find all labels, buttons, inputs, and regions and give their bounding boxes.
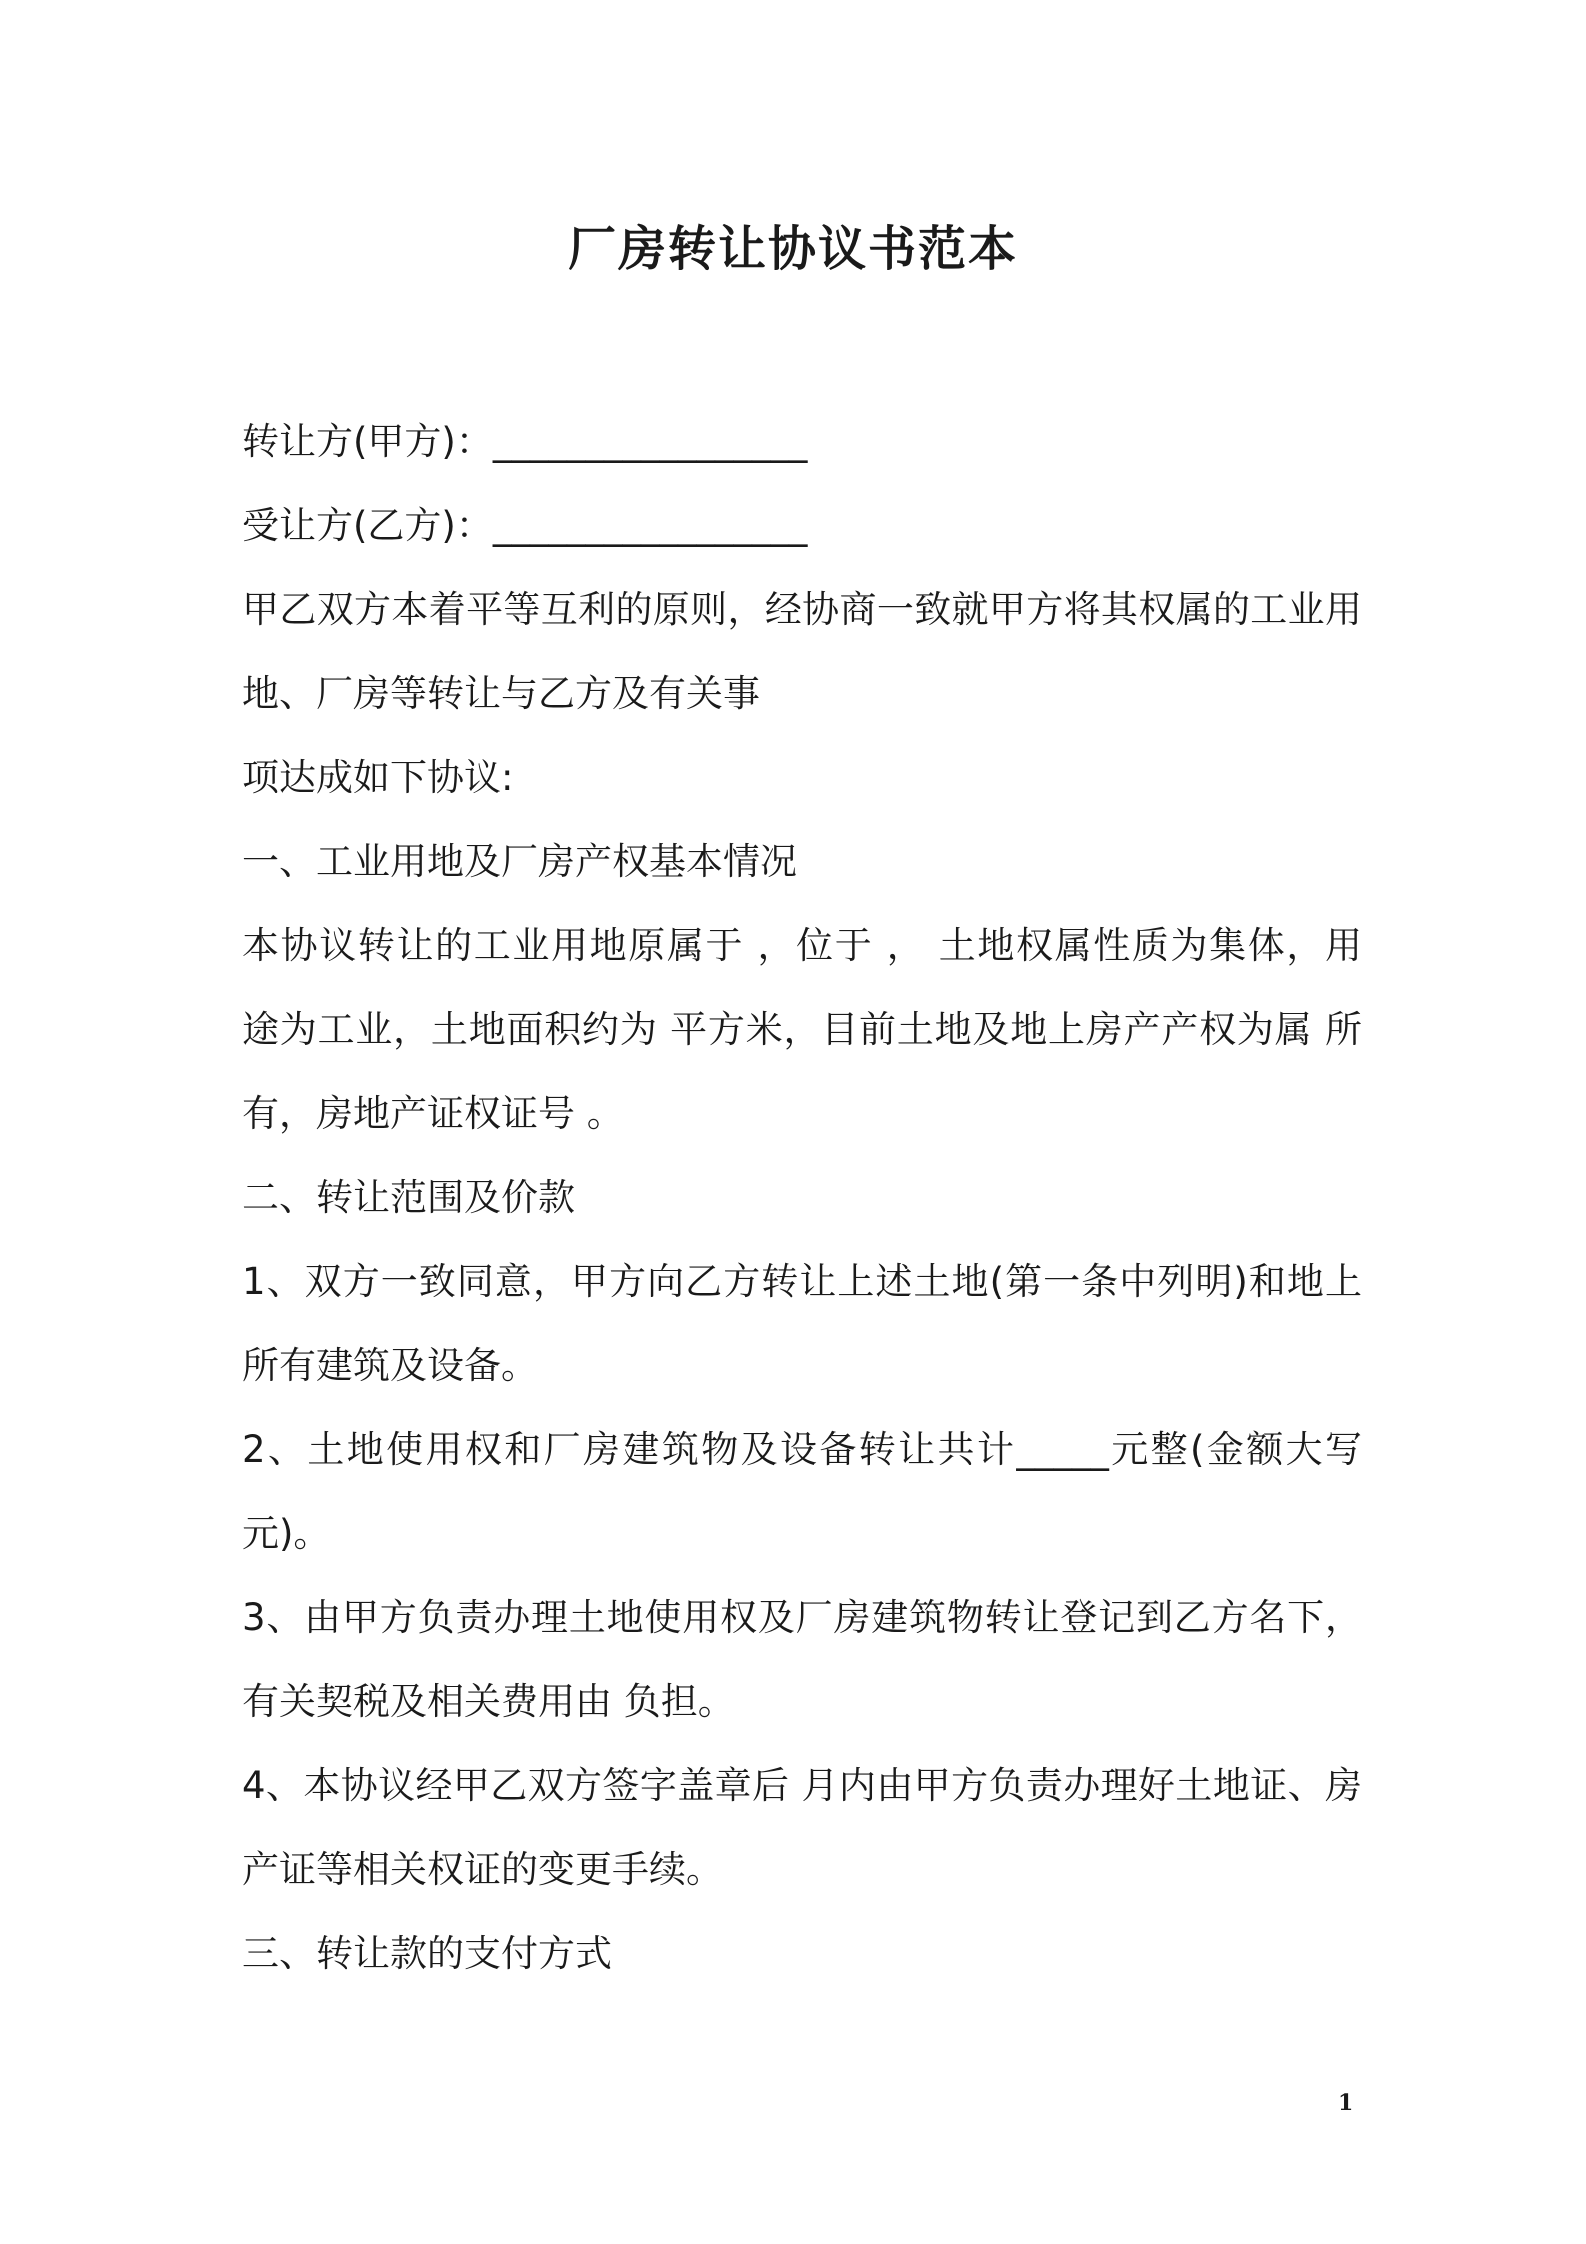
text-line-preamble-1: 甲乙双方本着平等互利的原则，经协商一致就甲方将其权属的工业用 — [242, 588, 1362, 631]
section-heading-2: 二、转让范围及价款 — [242, 1176, 575, 1219]
text-line-clause4-2: 产证等相关权证的变更手续。 — [242, 1848, 723, 1891]
text-line-preamble-2: 地、厂房等转让与乙方及有关事 — [242, 672, 760, 715]
text-line-transferor: 转让方(甲方)：_________________ — [242, 420, 808, 463]
document-title: 厂房转让协议书范本 — [567, 221, 1018, 277]
section-heading-3: 三、转让款的支付方式 — [242, 1932, 612, 1975]
text-line-clause1-2: 所有建筑及设备。 — [242, 1344, 538, 1387]
text-line-clause4-1: 4、本协议经甲乙双方签字盖章后 月内由甲方负责办理好土地证、房 — [242, 1764, 1362, 1807]
text-line-section1-1: 本协议转让的工业用地原属于 ，位于 ， 土地权属性质为集体，用 — [242, 924, 1362, 967]
text-line-transferee: 受让方(乙方)：_________________ — [242, 504, 808, 547]
text-line-clause3-1: 3、由甲方负责办理土地使用权及厂房建筑物转让登记到乙方名下， — [242, 1596, 1362, 1639]
text-line-clause3-2: 有关契税及相关费用由 负担。 — [242, 1680, 735, 1723]
text-line-clause2-2: 元)。 — [242, 1512, 331, 1555]
text-line-section1-3: 有，房地产证权证号 。 — [242, 1092, 624, 1135]
text-line-preamble-3: 项达成如下协议: — [242, 756, 514, 799]
document-body — [242, 400, 1362, 1996]
text-line-section1-2: 途为工业，土地面积约为 平方米，目前土地及地上房产产权为属 所 — [242, 1008, 1362, 1051]
page-number: 1 — [1338, 2090, 1354, 2116]
text-line-clause2-1: 2、土地使用权和厂房建筑物及设备转让共计_____元整(金额大写 — [242, 1428, 1362, 1471]
text-line-clause1-1: 1、双方一致同意，甲方向乙方转让上述土地(第一条中列明)和地上 — [242, 1260, 1362, 1303]
section-heading-1: 一、工业用地及厂房产权基本情况 — [242, 840, 797, 883]
